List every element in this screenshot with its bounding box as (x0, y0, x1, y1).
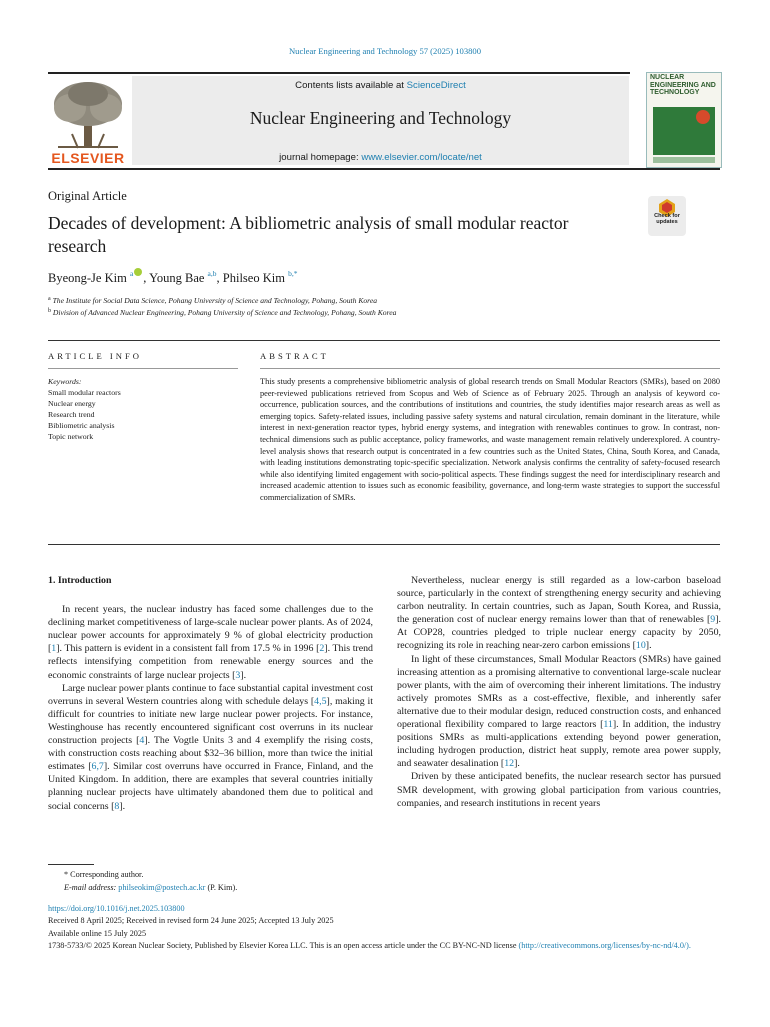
email-label: E-mail address: (64, 883, 119, 892)
body-paragraph: Nevertheless, nuclear energy is still regarded as a low-carbon baseload source, particularly in the context of strengthening energy security and achieving carbon neutrality. In certain countries, such as Japan, South Korea, and Russia, the generation cost of nuclear energy remains lower than that of renewables [9]. At COP28, countries pledged to triple nuclear energy capacity by 2050, recognizing its role in reaching near-zero carbon emissions [10]. (397, 575, 721, 652)
article-info-rule (48, 368, 238, 369)
affiliation-marker: a (48, 296, 51, 302)
article-info-top-rule (48, 340, 720, 341)
citation-link[interactable]: 8 (114, 800, 120, 812)
citation-link[interactable]: 12 (504, 758, 515, 770)
citation-link[interactable]: 3 (235, 669, 241, 681)
citation-link[interactable]: 1 (51, 643, 57, 655)
article-title: Decades of development: A bibliometric analysis of small modular reactor research (48, 213, 569, 256)
journal-homepage-link[interactable]: www.elsevier.com/locate/net (361, 152, 482, 163)
author-list: Byeong-Je Kim $^a$ , Young Bae $^{a,b}$, Philseo Kim $^{b,*}$ (48, 269, 298, 285)
affiliation-b (48, 308, 396, 317)
keyword: Research trend (48, 410, 95, 419)
doi-link[interactable]: https://doi.org/10.1016/j.net.2025.103800 (48, 904, 185, 913)
email-suffix: (P. Kim). (205, 883, 238, 892)
abstract-rule (260, 368, 720, 369)
citation-link[interactable]: 6,7 (91, 761, 104, 773)
corresponding-author-note: * Corresponding author. (64, 870, 144, 879)
abstract-text: This study presents a comprehensive bibliometric analysis of global research trends on Small Modular Reactors (SMRs), based on 2080 peer-reviewed publications retrieved from Scopus and Web of Science as of February 2025. Through an analysis of keyword co-occurrence, publication sources, and the contributions of institutions and countries, the study identifies major research areas as well as emerging topics. Safety-related issues, including passive safety systems and natural circulation, remain dominant in the literature, while interest in next-generation reactor types, hybrid energy systems, and integration with renewables continues to grow. In contrast, non-technical dimensions such as public acceptance, policy frameworks, and waste management remain relatively underexplored. A country-level analysis shows that research output is concentrated in a few countries such as the United States, China, South Korea, and Canada, with leading institutions demonstrating topic-specific specialization. Network analysis confirms the centrality of safety-focused research while also identifying limited engagement with socio-political aspects. These findings suggest the need for interdisciplinary research and increased academic attention to issues such as economic feasibility, governance, and long-term waste strategies to support the successful commercialization of SMRs. (260, 377, 720, 502)
author-affiliation-marker: a (129, 269, 134, 278)
citation-link[interactable]: 4,5 (314, 695, 327, 707)
footnote (48, 868, 237, 894)
citation-link[interactable]: 10 (635, 640, 646, 652)
email-link[interactable]: philseokim@postech.ac.kr (118, 883, 206, 892)
contents-available-line (132, 80, 629, 91)
author-affiliation-marker: a,b (207, 269, 217, 278)
check-for-updates-label: Check for updates (654, 213, 680, 226)
article-info-heading: ARTICLE INFO (48, 351, 142, 361)
contents-prefix: Contents lists available at (295, 80, 407, 91)
sciencedirect-link[interactable]: ScienceDirect (406, 80, 466, 91)
citation-link[interactable]: 9 (710, 614, 716, 626)
masthead-bottom-rule (48, 168, 720, 170)
affiliation-a (48, 296, 377, 305)
keyword: Nuclear energy (48, 399, 96, 408)
orcid-icon[interactable] (134, 268, 142, 276)
journal-title: Nuclear Engineering and Technology (249, 108, 512, 128)
history-dates: Received 8 April 2025; Received in revised form 24 June 2025; Accepted 13 July 2025 (48, 916, 334, 926)
publisher-name: ELSEVIER (51, 150, 125, 166)
citation-link[interactable]: 2 (319, 643, 325, 655)
email-line (48, 881, 237, 894)
journal-homepage-line (132, 152, 629, 163)
body-paragraph: Driven by these anticipated benefits, the nuclear research sector has pursued SMR development, with growing global participation from various countries, companies, and research institutions in recent years (397, 771, 721, 809)
keyword: Topic network (48, 432, 94, 441)
journal-citation-header[interactable]: Nuclear Engineering and Technology 57 (2025) 103800 (288, 46, 482, 56)
author-name[interactable]: Young Bae (149, 271, 205, 285)
keywords-label: Keywords: (48, 377, 82, 386)
license-text: 1738-5733/© 2025 Korean Nuclear Society, Published by Elsevier Korea LLC. This is an open access article under the CC BY-NC-ND license (48, 941, 517, 951)
online-date: Available online 15 July 2025 (48, 928, 147, 938)
affiliation-text: Division of Advanced Nuclear Engineering, Pohang University of Science and Technology, Pohang, South Korea (52, 308, 397, 317)
masthead-top-rule (48, 72, 630, 74)
front-matter (48, 903, 720, 953)
affiliation-marker: b (48, 308, 51, 314)
citation-link[interactable]: 4 (139, 735, 145, 747)
body-paragraph: In light of these circumstances, Small Modular Reactors (SMRs) have gained increasing attention as a promising alternative to conventional large-scale nuclear power plants, with the aim of overcoming their inherent limitations. The industry actively promotes SMRs as a cost-effective, flexible, and inherently safer alternative due to their modular design, reduced construction costs, and enhanced operational flexibility compared to large reactors [11]. In addition, the industry positions SMRs as multi-applications extending beyond power generation, including hydrogen production, district heat supply, remote area power supply, and seawater desalination [12]. (397, 653, 721, 770)
affiliation-text: The Institute for Social Data Science, Pohang University of Science and Technology, Pohang, South Korea (52, 296, 378, 305)
body-column-right (397, 574, 721, 810)
author-affiliation-marker: b,* (288, 269, 298, 278)
homepage-prefix: journal homepage: (279, 152, 362, 163)
body-paragraph: In recent years, the nuclear industry has faced some challenges due to the declining market competitiveness of large-scale nuclear power plants. As of 2024, nuclear power accounts for approximately 9 % of global electricity production [1]. This pattern is evident in a consistent fall from 17.5 % in 1996 [2]. This trend reflects intensifying competition from renewable energy sources and the economic constraints of large nuclear projects [3]. (48, 604, 373, 681)
cover-title: NUCLEAR ENGINEERING AND TECHNOLOGY (650, 74, 716, 97)
abstract-bottom-rule (48, 544, 720, 545)
abstract-heading: ABSTRACT (260, 351, 329, 361)
author-name[interactable]: Philseo Kim (222, 271, 285, 285)
license-link[interactable]: (http://creativecommons.org/licenses/by-nc-nd/4.0/). (518, 941, 691, 951)
footnote-rule (48, 864, 94, 865)
keywords-block (48, 376, 238, 442)
article-type: Original Article (48, 189, 127, 203)
citation-link[interactable]: 11 (603, 719, 613, 731)
section-heading: 1. Introduction (48, 575, 112, 586)
body-column-left (48, 574, 373, 813)
keyword: Small modular reactors (48, 388, 121, 397)
keyword: Bibliometric analysis (48, 421, 115, 430)
author-name[interactable]: Byeong-Je Kim (48, 271, 127, 285)
body-paragraph: Large nuclear power plants continue to face substantial capital investment cost overruns in several Western countries along with schedule delays [4,5], making it difficult for countries to initiate new large nuclear power projects. For instance, Westinghouse has recently encountered significant cost overruns in its nuclear construction projects [4]. The Vogtle Units 3 and 4 exemplify the rising costs, with construction costs reaching about $32–36 billion, more than twice the initial estimates [6,7]. Similar cost overruns have occurred in France, Finland, and the United Kingdom. In addition, there are examples that several countries initially planning nuclear projects have ultimately abandoned them due to political and social concerns [8]. (48, 682, 374, 812)
